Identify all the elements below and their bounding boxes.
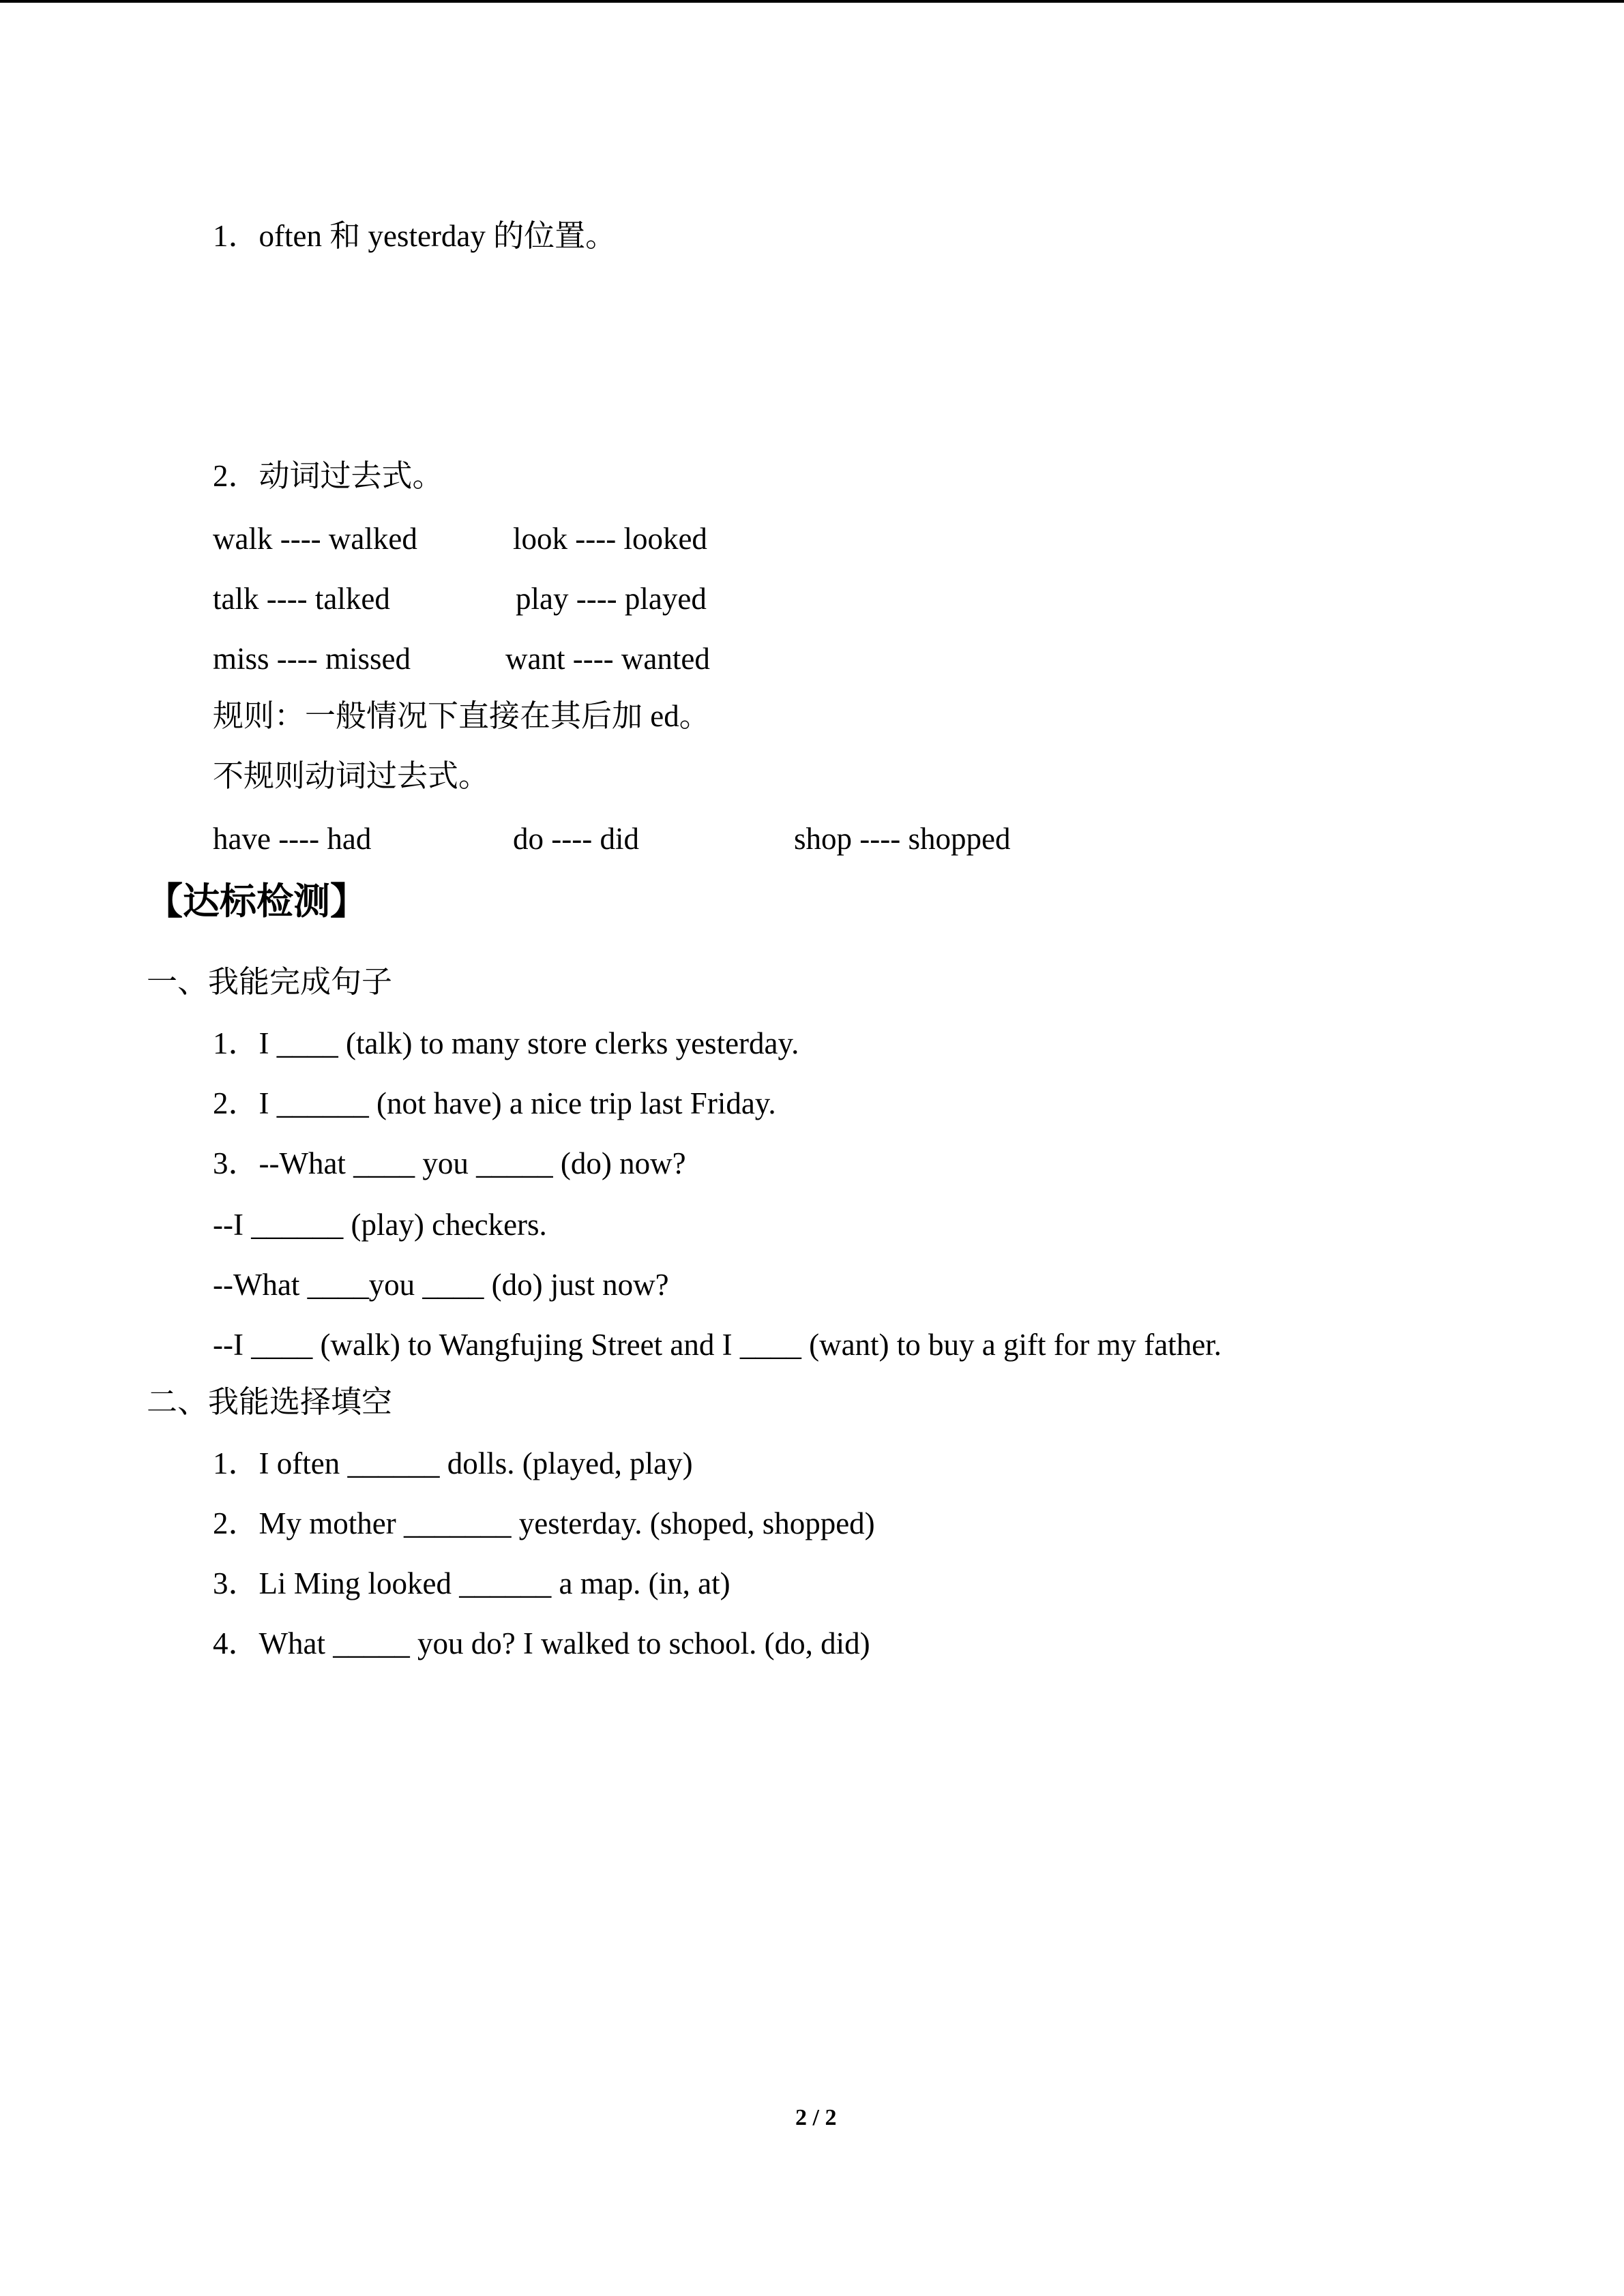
irregular-shop: shop ---- shopped <box>794 822 1011 856</box>
irregular-title: 不规则动词过去式。 <box>213 759 490 793</box>
part1-question-2: 2．I ______ (not have) a nice trip last Friday. <box>213 1086 776 1120</box>
part1-question-3-line-2: --I ______ (play) checkers. <box>213 1208 547 1242</box>
page-number: 2 / 2 <box>795 2105 837 2130</box>
intro-item-2: 2．动词过去式。 <box>213 459 443 493</box>
verb-pair-walk: walk ---- walked <box>213 522 417 556</box>
page-top-border <box>0 0 1624 3</box>
part1-question-1: 1．I ____ (talk) to many store clerks yesterday. <box>213 1026 799 1060</box>
irregular-do: do ---- did <box>513 822 639 856</box>
intro-item-1: 1．often 和 yesterday 的位置。 <box>213 219 617 253</box>
test-heading: 【达标检测】 <box>146 880 367 923</box>
verb-pair-talk: talk ---- talked <box>213 582 390 616</box>
part2-question-2: 2．My mother _______ yesterday. (shoped, shopped) <box>213 1506 875 1540</box>
rule-text: 规则：一般情况下直接在其后加 ed。 <box>213 699 710 733</box>
verb-pair-play: play ---- played <box>516 582 707 616</box>
verb-pair-miss: miss ---- missed <box>213 642 411 676</box>
part2-question-4: 4．What _____ you do? I walked to school. (do, did) <box>213 1626 870 1660</box>
part2-question-3: 3．Li Ming looked ______ a map. (in, at) <box>213 1566 730 1600</box>
verb-pair-look: look ---- looked <box>513 522 707 556</box>
part2-title: 二、我能选择填空 <box>147 1385 393 1419</box>
part1-question-3-line-4: --I ____ (walk) to Wangfujing Street and I ____ (want) to buy a gift for my father. <box>213 1328 1222 1362</box>
verb-pair-want: want ---- wanted <box>505 642 710 676</box>
part1-question-3-line-3: --What ____you ____ (do) just now? <box>213 1268 669 1302</box>
irregular-have: have ---- had <box>213 822 372 856</box>
part1-question-3: 3．--What ____ you _____ (do) now? <box>213 1146 686 1180</box>
part2-question-1: 1．I often ______ dolls. (played, play) <box>213 1446 693 1480</box>
part1-title: 一、我能完成句子 <box>147 965 393 999</box>
